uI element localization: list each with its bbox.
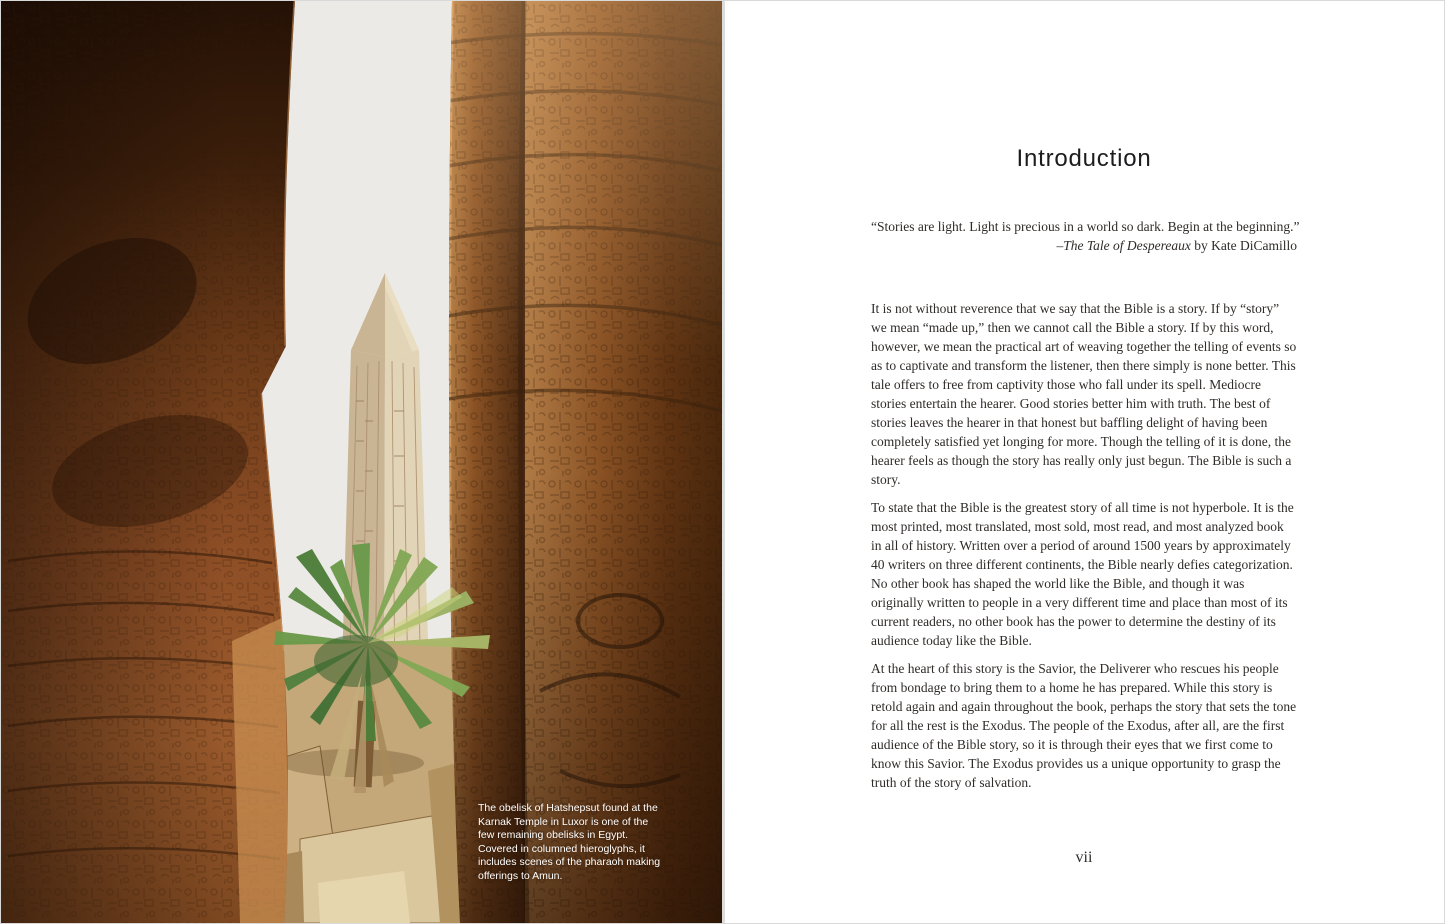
photo-caption: The obelisk of Hatshepsut found at the Karnak Temple in Luxor is one of the few remaining obelisks in Egypt. Covered in columned hieroglyphs, it includes scenes of the pharaoh making offerings to Amun.: [478, 802, 661, 882]
photo-page: [0, 1, 722, 923]
epigraph-book-title: –The Tale of Despereaux: [1056, 238, 1191, 253]
page-content: [871, 1, 1300, 792]
body-copy: [871, 299, 1297, 792]
epigraph-author: by Kate DiCamillo: [1190, 238, 1297, 253]
body-paragraph: It is not without reverence that we say that the Bible is a story. If by “story” we mean “made up,” then we cannot call the Bible a story. If by this word, however, we mean the practical art of weaving together the telling of events so as to captivate and transform the listener, then there simply is none better. This tale offers to free from captivity those who fall under its spell. Mediocre stories entertain the hearer. Good stories better him with truth. The best of stories leaves the hearer in that honest but baffling delight of having been completely satisfied yet longing for more. Though the telling of it is done, the hearer feels as though the story has really only just begun. The Bible is such a story.: [871, 301, 1297, 487]
page-gutter: [722, 1, 725, 923]
body-paragraph: To state that the Bible is the greatest story of all time is not hyperbole. It is the most printed, most translated, most sold, most read, and most analyzed book in all of history. Written over a period of around 1500 years by approximately 40 writers on three different continents, the Bible nearly defies categorization. No other book has shaped the world like the Bible, and though it was originally written to people in a very different time and place than most of its current readers, no other book has the power to determine the destiny of its audience today like the Bible.: [871, 500, 1294, 648]
right-column: [440, 1, 722, 923]
karnak-photo: [0, 1, 722, 923]
page-title: Introduction: [1016, 145, 1152, 172]
left-column: [0, 1, 300, 923]
body-paragraph: At the heart of this story is the Savior, the Deliverer who rescues his people from bondage to bring them to a home he has prepared. While this story is retold again and again throughout the book, perhaps the story that sets the tone for all the rest is the Exodus. The people of the Exodus, after all, are the first audience of the Bible story, so it is through their eyes that we first come to know this Savior. The Exodus provides us a unique opportunity to grasp the truth of the story of salvation.: [871, 661, 1297, 790]
page-number: vii: [1075, 849, 1093, 866]
text-page: [725, 1, 1443, 923]
epigraph-line: “Stories are light. Light is precious in a world so dark. Begin at the beginning.”: [871, 219, 1300, 234]
epigraph: [871, 217, 1300, 255]
epigraph-attribution: [871, 236, 1297, 255]
